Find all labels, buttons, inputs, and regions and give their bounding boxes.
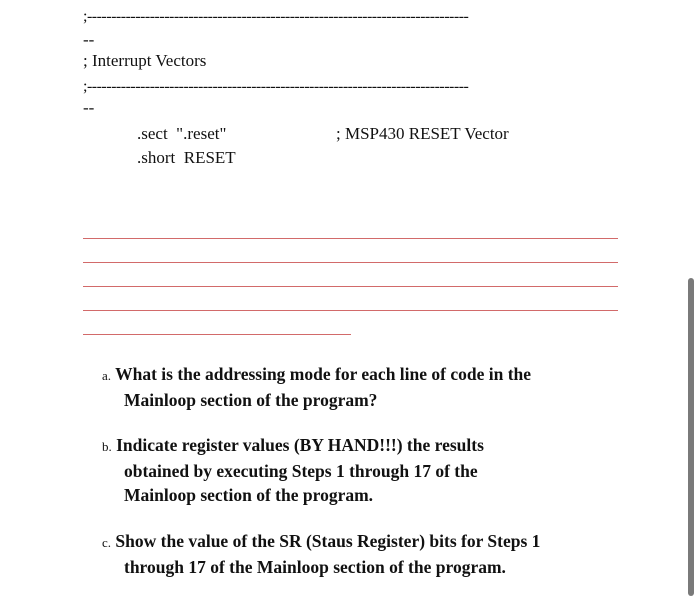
answer-line-5 (83, 334, 351, 335)
separator-continuation-bottom: -- (83, 98, 95, 117)
code-line-sect: .sect ".reset" (137, 124, 227, 143)
question-b-line3: Mainloop section of the program. (124, 485, 374, 505)
question-b-letter: b. (102, 439, 112, 454)
question-a-letter: a. (102, 368, 112, 383)
separator-line-bottom: ;------------------------------------------------------------------------------- (83, 78, 469, 95)
question-a (102, 362, 531, 412)
answer-line-3 (83, 286, 618, 287)
question-a-line1: What is the addressing mode for each line of code in the (115, 364, 532, 384)
question-c-line2: through 17 of the Mainloop section of the program. (124, 557, 506, 577)
question-b-line2: obtained by executing Steps 1 through 17 of the (124, 461, 478, 481)
question-c-line1: Show the value of the SR (Staus Register) bits for Steps 1 (115, 531, 541, 551)
separator-continuation-top: -- (83, 30, 95, 49)
code-line-short: .short RESET (137, 148, 236, 167)
code-comment-reset-vector: ; MSP430 RESET Vector (336, 124, 509, 143)
question-c-letter: c. (102, 535, 112, 550)
question-a-line2: Mainloop section of the program? (124, 390, 378, 410)
answer-line-4 (83, 310, 618, 311)
scrollbar-thumb[interactable] (688, 278, 694, 596)
question-c (102, 529, 540, 579)
question-b (102, 433, 484, 507)
question-b-line1: Indicate register values (BY HAND!!!) the results (116, 435, 484, 455)
separator-line-top: ;------------------------------------------------------------------------------- (83, 8, 469, 25)
answer-line-2 (83, 262, 618, 263)
answer-line-1 (83, 238, 618, 239)
section-comment: ; Interrupt Vectors (83, 51, 207, 70)
